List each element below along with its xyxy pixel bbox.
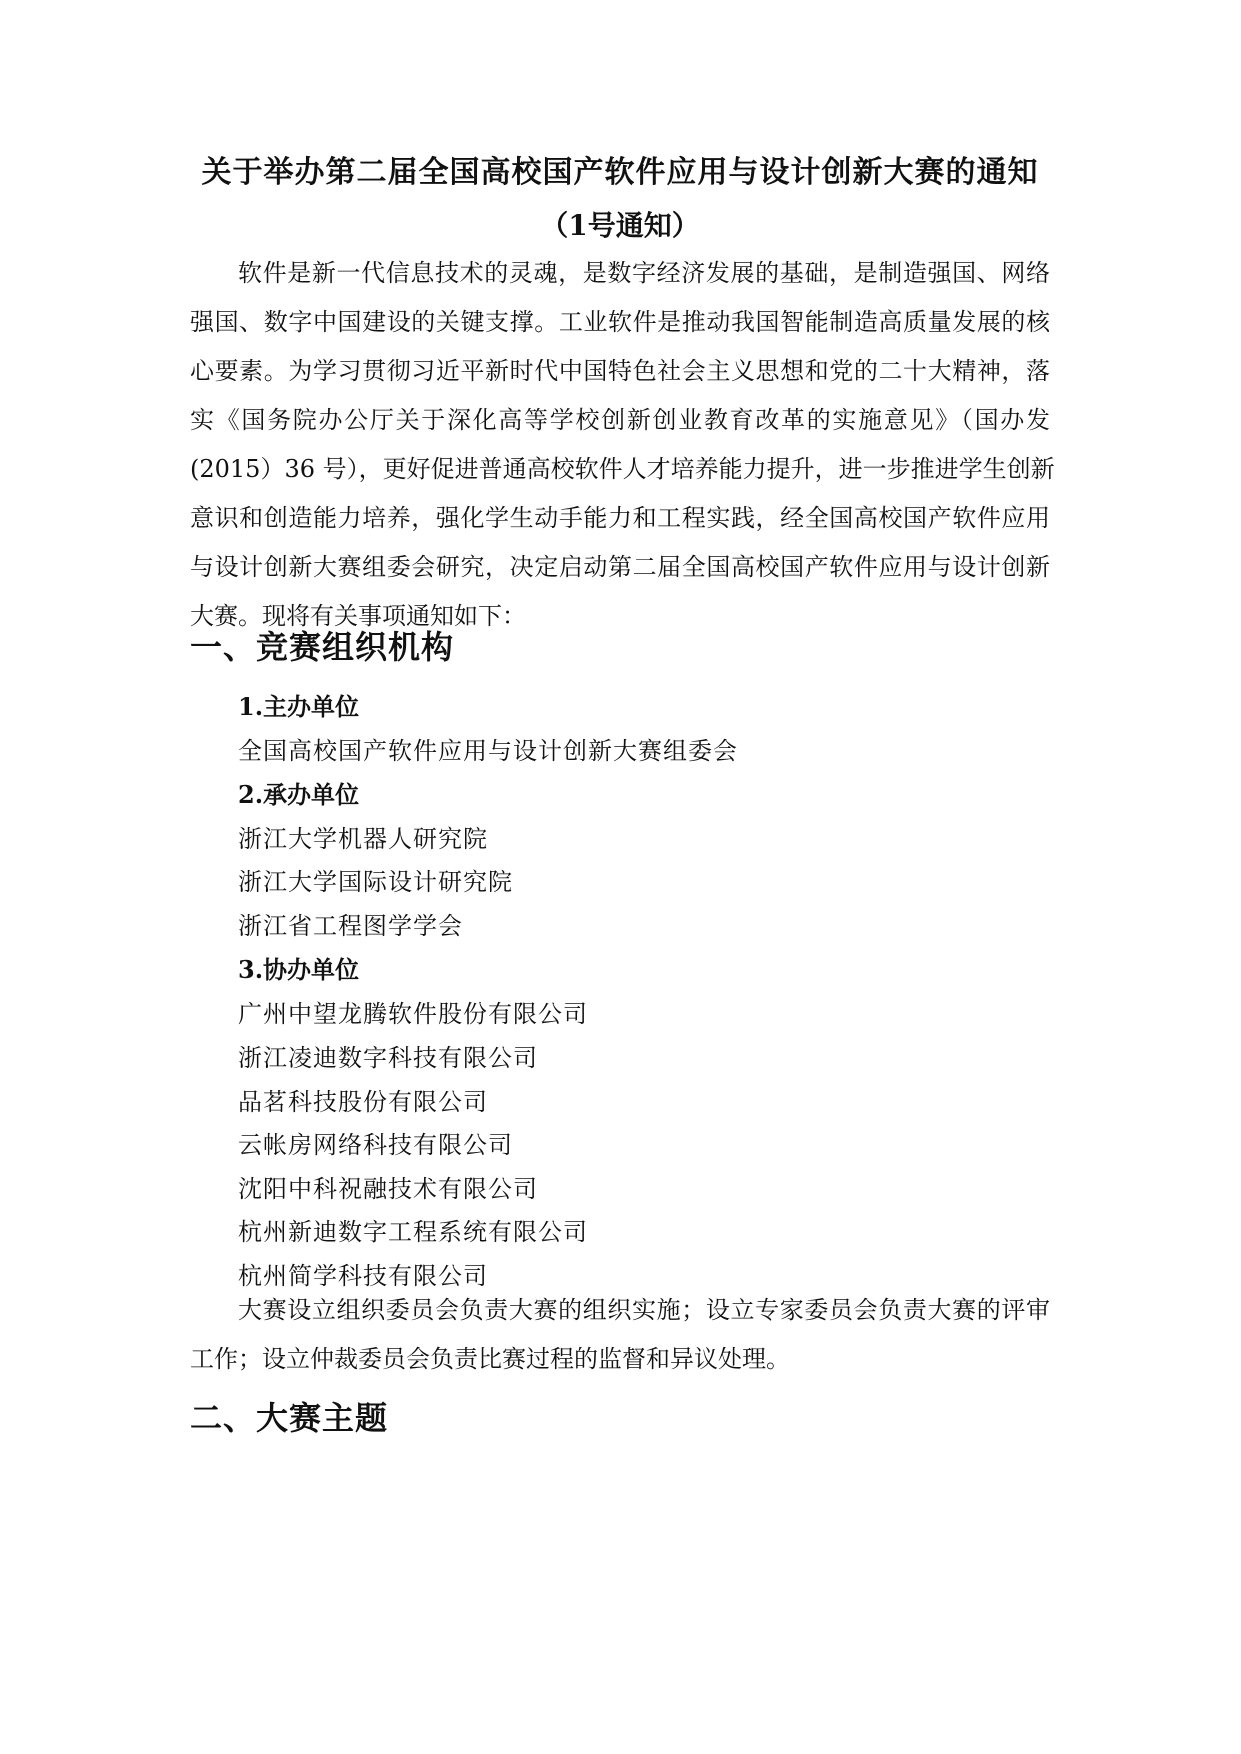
- intro-line: 心要素。为学习贯彻习近平新时代中国特色社会主义思想和党的二十大精神，落: [190, 357, 1050, 385]
- intro-paragraph: [190, 249, 1055, 641]
- co-organizer-item: 广州中望龙腾软件股份有限公司: [238, 1000, 588, 1028]
- undertaker-item: 浙江大学国际设计研究院: [238, 868, 513, 896]
- co-organizer-item: 杭州新迪数字工程系统有限公司: [238, 1218, 588, 1246]
- intro-line: 意识和创造能力培养，强化学生动手能力和工程实践，经全国高校国产软件应用: [190, 504, 1050, 532]
- section-heading-theme: 二、大赛主题: [190, 1399, 389, 1437]
- committee-paragraph: [190, 1286, 1050, 1384]
- committee-line: 大赛设立组织委员会负责大赛的组织实施；设立专家委员会负责大赛的评审: [238, 1296, 1050, 1324]
- co-organizer-item: 沈阳中科祝融技术有限公司: [238, 1175, 538, 1203]
- committee-line: 工作；设立仲裁委员会负责比赛过程的监督和异议处理。: [190, 1345, 790, 1373]
- intro-line: (2015）36 号），更好促进普通高校软件人才培养能力提升，进一步推进学生创新: [190, 455, 1055, 483]
- undertaker-item: 浙江大学机器人研究院: [238, 825, 488, 853]
- intro-line: 软件是新一代信息技术的灵魂，是数字经济发展的基础，是制造强国、网络: [238, 259, 1050, 287]
- co-organizer-item: 品茗科技股份有限公司: [238, 1088, 488, 1116]
- intro-line: 强国、数字中国建设的关键支撑。工业软件是推动我国智能制造高质量发展的核: [190, 308, 1050, 336]
- co-organizer-item: 浙江凌迪数字科技有限公司: [238, 1044, 538, 1072]
- intro-line: 与设计创新大赛组委会研究，决定启动第二届全国高校国产软件应用与设计创新: [190, 553, 1050, 581]
- undertaker-item: 浙江省工程图学学会: [238, 912, 463, 940]
- intro-line: 大赛。现将有关事项通知如下：: [190, 602, 526, 630]
- co-organizer-label: 3.协办单位: [238, 955, 360, 984]
- document-title: 关于举办第二届全国高校国产软件应用与设计创新大赛的通知: [201, 155, 1039, 190]
- intro-line: 实《国务院办公厅关于深化高等学校创新创业教育改革的实施意见》（国办发: [190, 406, 1050, 434]
- document-subtitle: （1号通知）: [540, 209, 700, 242]
- undertaker-label: 2.承办单位: [238, 780, 360, 809]
- section-heading-organization: 一、竞赛组织机构: [190, 628, 455, 666]
- organizer-label: 1.主办单位: [238, 692, 360, 721]
- co-organizer-item: 杭州简学科技有限公司: [238, 1262, 488, 1290]
- co-organizer-item: 云帐房网络科技有限公司: [238, 1131, 513, 1159]
- organizer-item: 全国高校国产软件应用与设计创新大赛组委会: [238, 737, 738, 765]
